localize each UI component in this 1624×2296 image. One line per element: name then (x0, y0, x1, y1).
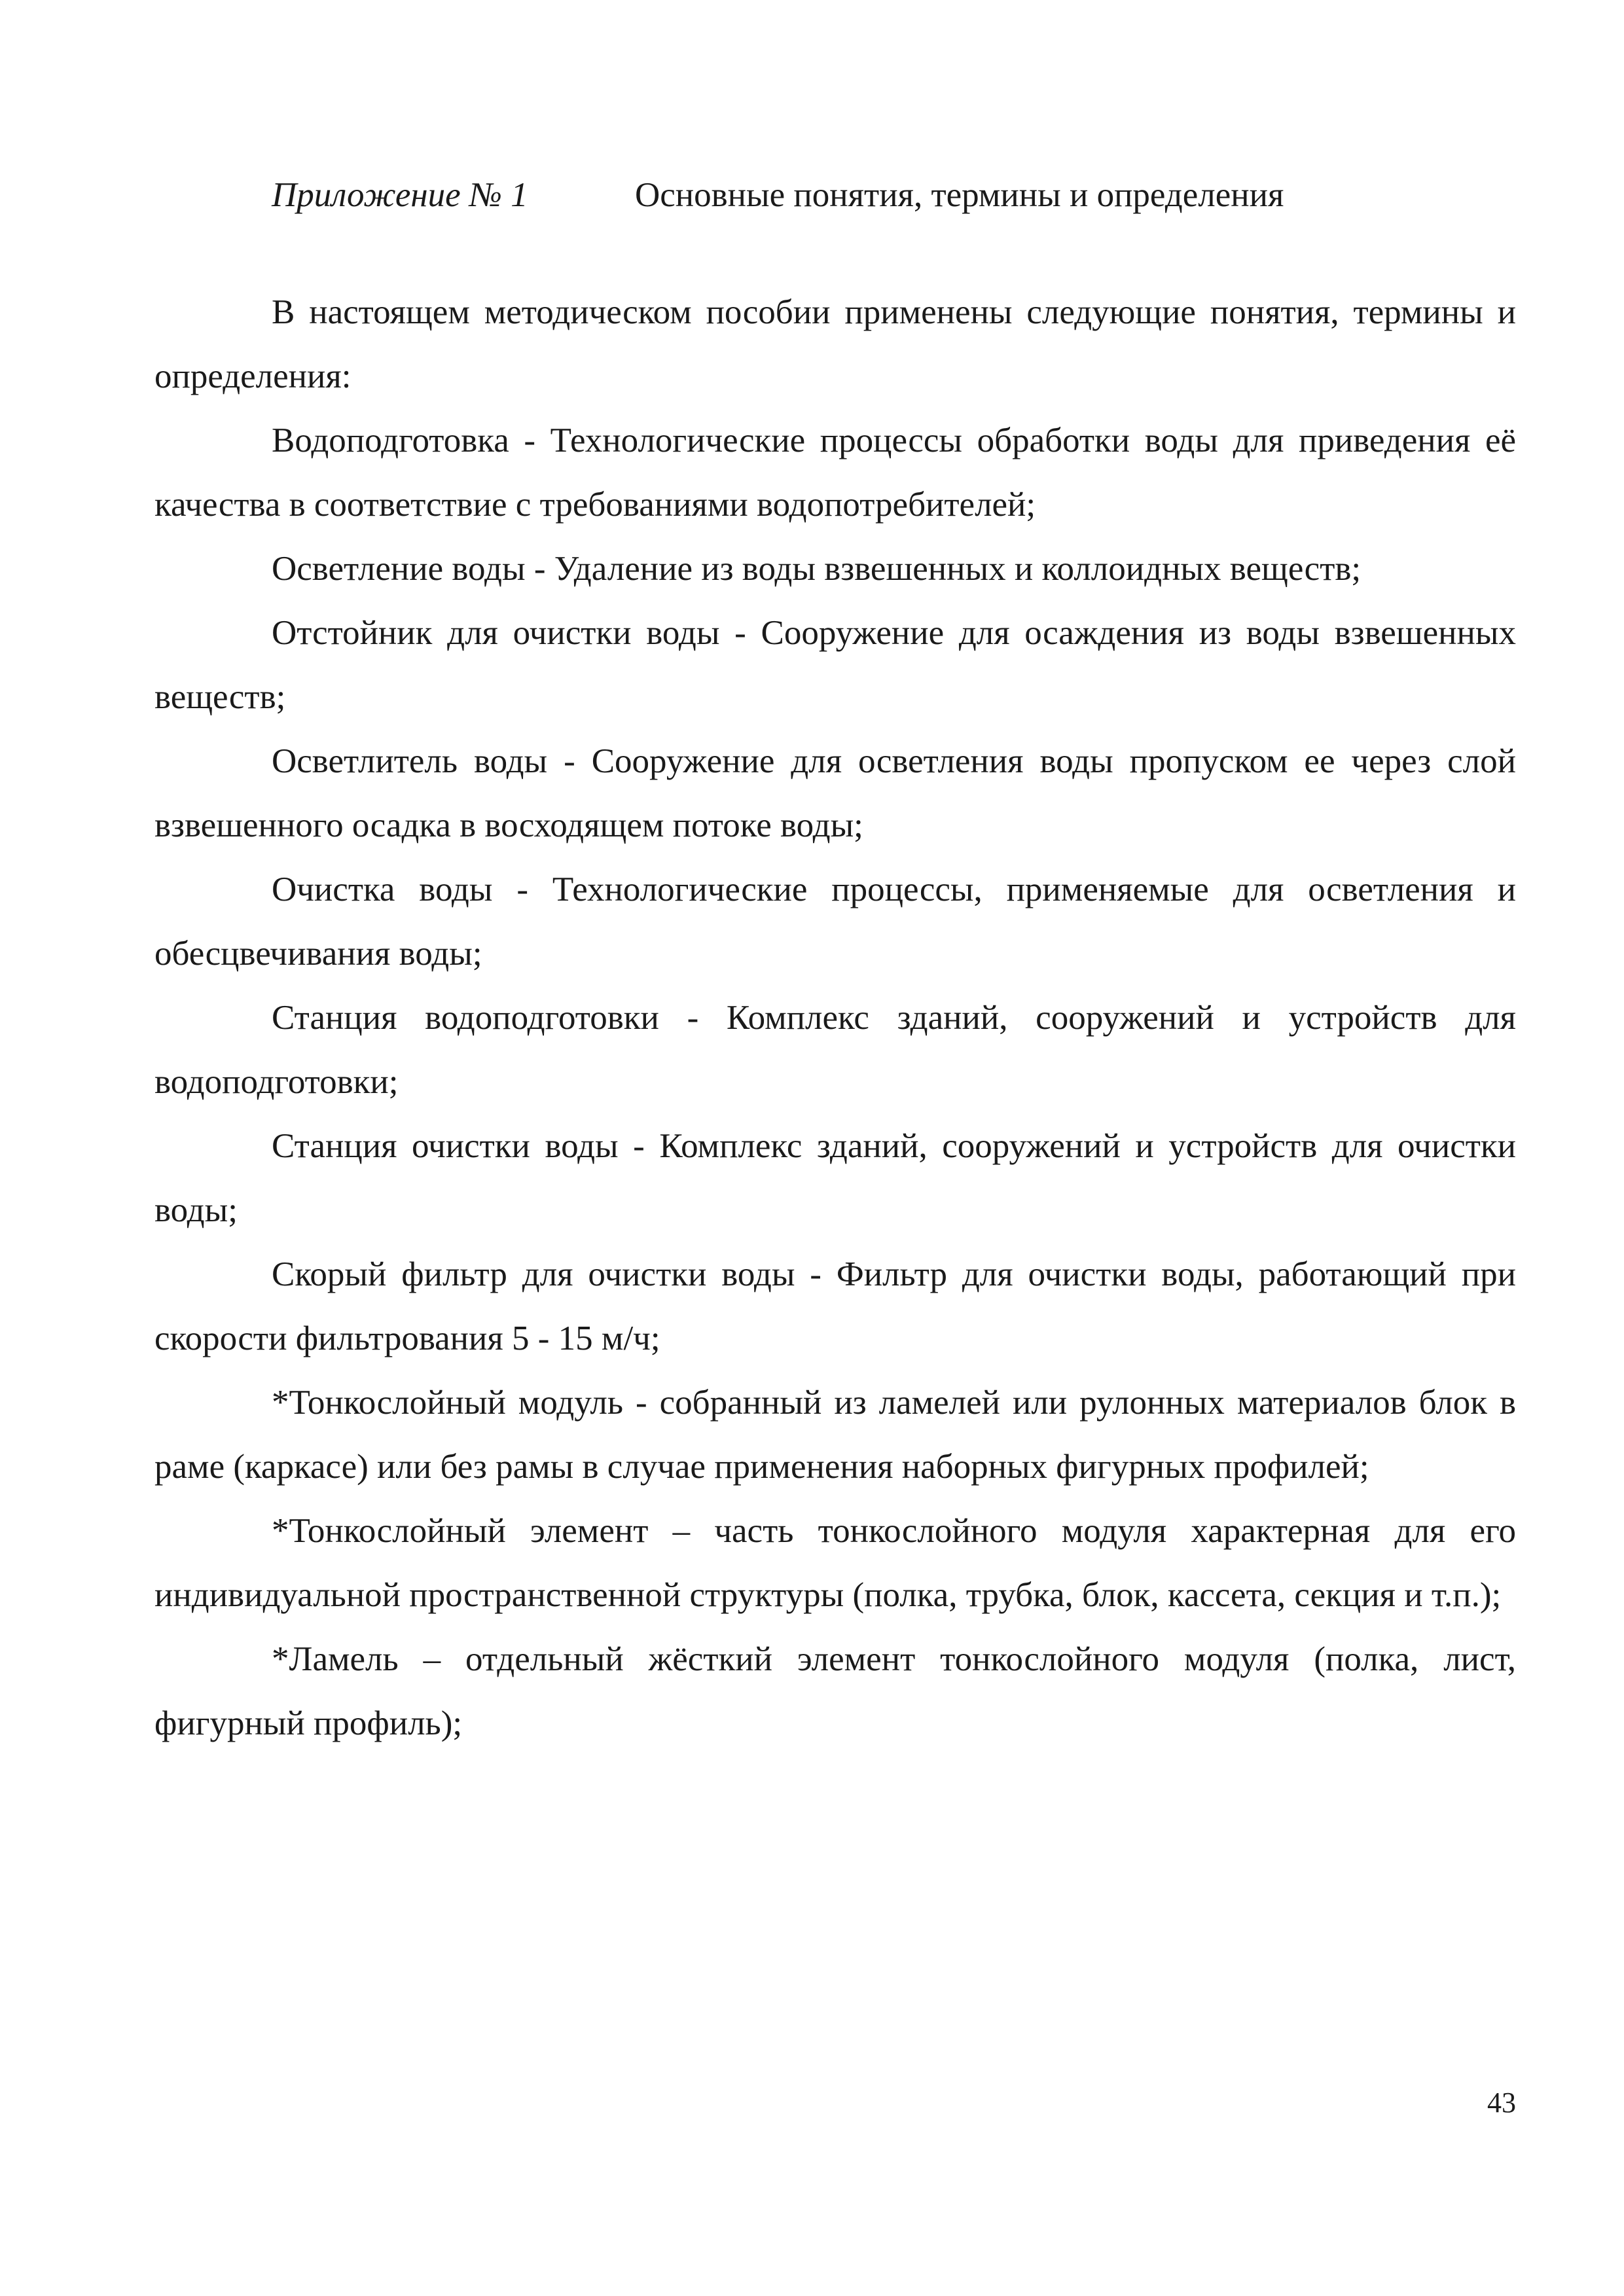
definition-paragraph: Скорый фильтр для очистки воды - Фильтр для очистки воды, работающий при скорости фильтрования 5 - 15 м/ч; (154, 1255, 1516, 1357)
appendix-heading (272, 169, 1515, 221)
definition-paragraph: Станция очистки воды - Комплекс зданий, сооружений и устройств для очистки воды; (154, 1127, 1516, 1229)
appendix-label: Приложение № 1 (272, 176, 528, 214)
definition-paragraph: Осветление воды - Удаление из воды взвешенных и коллоидных веществ; (272, 550, 1362, 588)
definition-paragraph: Отстойник для очистки воды - Сооружение для осаждения из воды взвешенных веществ; (154, 614, 1516, 716)
definition-paragraph: Станция водоподготовки - Комплекс зданий, сооружений и устройств для водоподготовки; (154, 999, 1516, 1101)
page-number: 43 (1487, 2087, 1516, 2119)
definitions-body (154, 280, 1516, 1755)
definition-paragraph: *Тонкослойный элемент – часть тонкослойного модуля характерная для его индивидуальной пространственной структуры (полка, трубка, блок, кассета, секция и т.п.); (154, 1512, 1516, 1614)
definition-paragraph: *Тонкослойный модуль - собранный из ламелей или рулонных материалов блок в раме (каркасе) или без рамы в случае применения наборных фигурных профилей; (154, 1384, 1516, 1486)
definition-paragraph: Осветлитель воды - Сооружение для осветления воды пропуском ее через слой взвешенного осадка в восходящем потоке воды; (154, 742, 1516, 844)
definition-paragraph: Водоподготовка - Технологические процессы обработки воды для приведения её качества в соответствие с требованиями водопотребителей; (154, 422, 1516, 524)
appendix-title: Основные понятия, термины и определения (635, 176, 1284, 214)
definition-paragraph: Очистка воды - Технологические процессы, применяемые для осветления и обесцвечивания воды; (154, 870, 1516, 973)
definition-paragraph: *Ламель – отдельный жёсткий элемент тонкослойного модуля (полка, лист, фигурный профиль); (154, 1640, 1516, 1742)
intro-paragraph: В настоящем методическом пособии применены следующие понятия, термины и определения: (154, 293, 1516, 395)
